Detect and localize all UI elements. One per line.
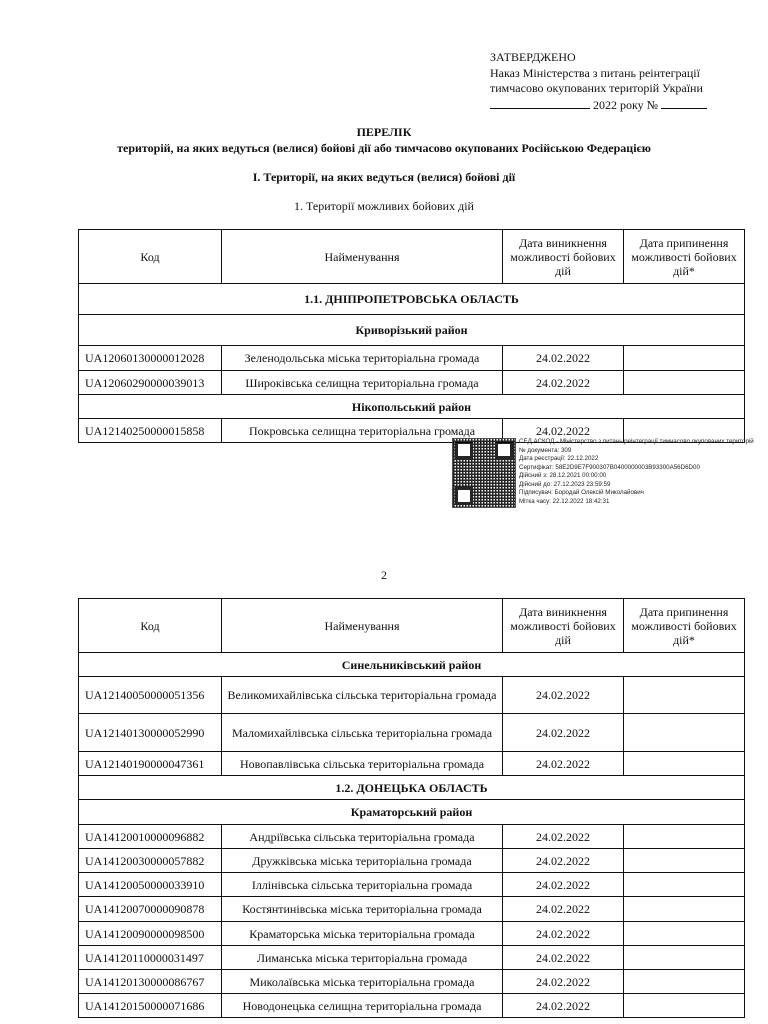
- row-code: UA12140250000015858: [79, 419, 222, 443]
- table-row: [79, 714, 745, 752]
- row-code: UA12140190000047361: [79, 752, 222, 776]
- territories-table-page-1: [78, 229, 745, 443]
- district-name: Краматорський район: [79, 800, 745, 825]
- row-end-date: [624, 922, 745, 946]
- table-row: [79, 994, 745, 1018]
- table-row: [79, 752, 745, 776]
- row-start-date: 24.02.2022: [503, 849, 624, 873]
- header-code: Код: [79, 230, 222, 284]
- row-name: Дружківська міська територіальна громада: [222, 849, 503, 873]
- table-row: [79, 849, 745, 873]
- stamp-line: Мітка часу: 22.12.2022 18:42:31: [519, 497, 610, 505]
- document-title: ПЕРЕЛІК: [356, 125, 412, 139]
- district-row: [79, 653, 745, 677]
- row-end-date: [624, 994, 745, 1018]
- approval-block: [490, 50, 707, 113]
- number-blank: [661, 97, 707, 109]
- stamp-text: [519, 438, 768, 506]
- date-blank: [490, 97, 590, 109]
- district-row: [79, 315, 745, 346]
- table-row: [79, 677, 745, 714]
- row-start-date: 24.02.2022: [503, 946, 624, 970]
- row-name: Лиманська міська територіальна громада: [222, 946, 503, 970]
- row-start-date: 24.02.2022: [503, 419, 624, 443]
- row-end-date: [624, 897, 745, 922]
- row-end-date: [624, 849, 745, 873]
- row-end-date: [624, 825, 745, 849]
- stamp-line: Підписувач: Бородай Олексій Миколайович: [519, 489, 644, 496]
- row-start-date: 24.02.2022: [503, 371, 624, 395]
- row-code: UA12140130000052990: [79, 714, 222, 752]
- header-end-date: Дата припинення можливості бойових дій*: [624, 230, 745, 284]
- stamp-line: № документа: 309: [519, 446, 572, 454]
- row-end-date: [624, 946, 745, 970]
- row-code: UA14120150000071686: [79, 994, 222, 1018]
- table-row: [79, 897, 745, 922]
- row-code: UA12060130000012028: [79, 346, 222, 371]
- qr-code-icon: [452, 438, 516, 508]
- region-row: [79, 284, 745, 315]
- row-end-date: [624, 873, 745, 897]
- table-row: [79, 825, 745, 849]
- row-start-date: 24.02.2022: [503, 714, 624, 752]
- district-name: Нікопольський район: [79, 395, 745, 419]
- approval-line-2: Наказ Міністерства з питань реінтеграції: [490, 65, 700, 80]
- row-code: UA14120050000033910: [79, 873, 222, 897]
- row-name: Іллінівська сільська територіальна громада: [222, 873, 503, 897]
- row-start-date: 24.02.2022: [503, 897, 624, 922]
- table-row: [79, 346, 745, 371]
- row-end-date: [624, 346, 745, 371]
- approval-line-1: ЗАТВЕРДЖЕНО: [490, 50, 576, 64]
- table-row: [79, 371, 745, 395]
- row-end-date: [624, 677, 745, 714]
- document-subtitle: територій, на яких ведуться (велися) бойові дії або тимчасово окупованих Російською Федерацією: [117, 141, 651, 155]
- table-row: [79, 970, 745, 994]
- row-start-date: 24.02.2022: [503, 873, 624, 897]
- row-end-date: [624, 970, 745, 994]
- approval-line-3: тимчасово окупованих територій України: [490, 81, 703, 95]
- header-code: Код: [79, 599, 222, 653]
- section-heading: І. Території, на яких ведуться (велися) бойові дії: [252, 170, 516, 184]
- header-name: Найменування: [222, 230, 503, 284]
- row-name: Зеленодольська міська територіальна громада: [222, 346, 503, 371]
- stamp-line: СЕД АСКОД - Міністерство з питань реінтеграції тимчасово окупованих територій: [519, 438, 754, 445]
- row-name: Новопавлівська сільська територіальна громада: [222, 752, 503, 776]
- row-start-date: 24.02.2022: [503, 825, 624, 849]
- row-end-date: [624, 371, 745, 395]
- row-code: UA12140050000051356: [79, 677, 222, 714]
- stamp-line: Сертифікат: 58E2D9E7F900307B0400000003B93300A56D6D00: [519, 463, 700, 471]
- row-name: Великомихайлівська сільська територіальна громада: [222, 677, 503, 714]
- table-header-row: [79, 230, 745, 284]
- row-start-date: 24.02.2022: [503, 922, 624, 946]
- district-name: Криворізький район: [79, 315, 745, 346]
- row-name: Новодонецька селищна територіальна громада: [222, 994, 503, 1018]
- row-end-date: [624, 752, 745, 776]
- page-number: 2: [381, 568, 387, 582]
- row-start-date: 24.02.2022: [503, 994, 624, 1018]
- row-code: UA14120070000090878: [79, 897, 222, 922]
- row-start-date: 24.02.2022: [503, 752, 624, 776]
- row-name: Широківська селищна територіальна громада: [222, 371, 503, 395]
- header-start-date: Дата виникнення можливості бойових дій: [503, 230, 624, 284]
- approval-line-4: [490, 97, 707, 114]
- header-end-date: Дата припинення можливості бойових дій*: [624, 599, 745, 653]
- stamp-line: Дійсний з: 28.12.2021 00:00:00: [519, 472, 607, 479]
- row-end-date: [624, 714, 745, 752]
- district-row: [79, 800, 745, 825]
- row-start-date: 24.02.2022: [503, 970, 624, 994]
- subsection-heading: 1. Території можливих бойових дій: [294, 199, 474, 213]
- row-start-date: 24.02.2022: [503, 346, 624, 371]
- district-row: [79, 395, 745, 419]
- stamp-line: Дата реєстрації: 22.12.2022: [519, 455, 599, 462]
- stamp-line: Дійсний до: 27.12.2023 23:59:59: [519, 480, 611, 488]
- row-code: UA14120090000098500: [79, 922, 222, 946]
- row-code: UA14120130000086767: [79, 970, 222, 994]
- table-header-row: [79, 599, 745, 653]
- district-name: Синельниківський район: [79, 653, 745, 677]
- region-row: [79, 776, 745, 800]
- table-row: [79, 873, 745, 897]
- row-name: Костянтинівська міська територіальна громада: [222, 897, 503, 922]
- row-name: Андріївська сільська територіальна громада: [222, 825, 503, 849]
- header-start-date: Дата виникнення можливості бойових дій: [503, 599, 624, 653]
- header-name: Найменування: [222, 599, 503, 653]
- row-code: UA12060290000039013: [79, 371, 222, 395]
- row-code: UA14120110000031497: [79, 946, 222, 970]
- table-row: [79, 946, 745, 970]
- row-name: Миколаївська міська територіальна громада: [222, 970, 503, 994]
- row-start-date: 24.02.2022: [503, 677, 624, 714]
- table-row: [79, 922, 745, 946]
- row-name: Маломихайлівська сільська територіальна громада: [222, 714, 503, 752]
- approval-line-4-text: 2022 року №: [593, 97, 659, 112]
- digital-signature-stamp: [452, 438, 768, 508]
- row-name: Покровська селищна територіальна громада: [222, 419, 503, 443]
- row-code: UA14120010000096882: [79, 825, 222, 849]
- region-name: 1.1. ДНІПРОПЕТРОВСЬКА ОБЛАСТЬ: [79, 284, 745, 315]
- row-code: UA14120030000057882: [79, 849, 222, 873]
- region-name: 1.2. ДОНЕЦЬКА ОБЛАСТЬ: [79, 776, 745, 800]
- row-name: Краматорська міська територіальна громада: [222, 922, 503, 946]
- territories-table-page-2: [78, 598, 745, 1018]
